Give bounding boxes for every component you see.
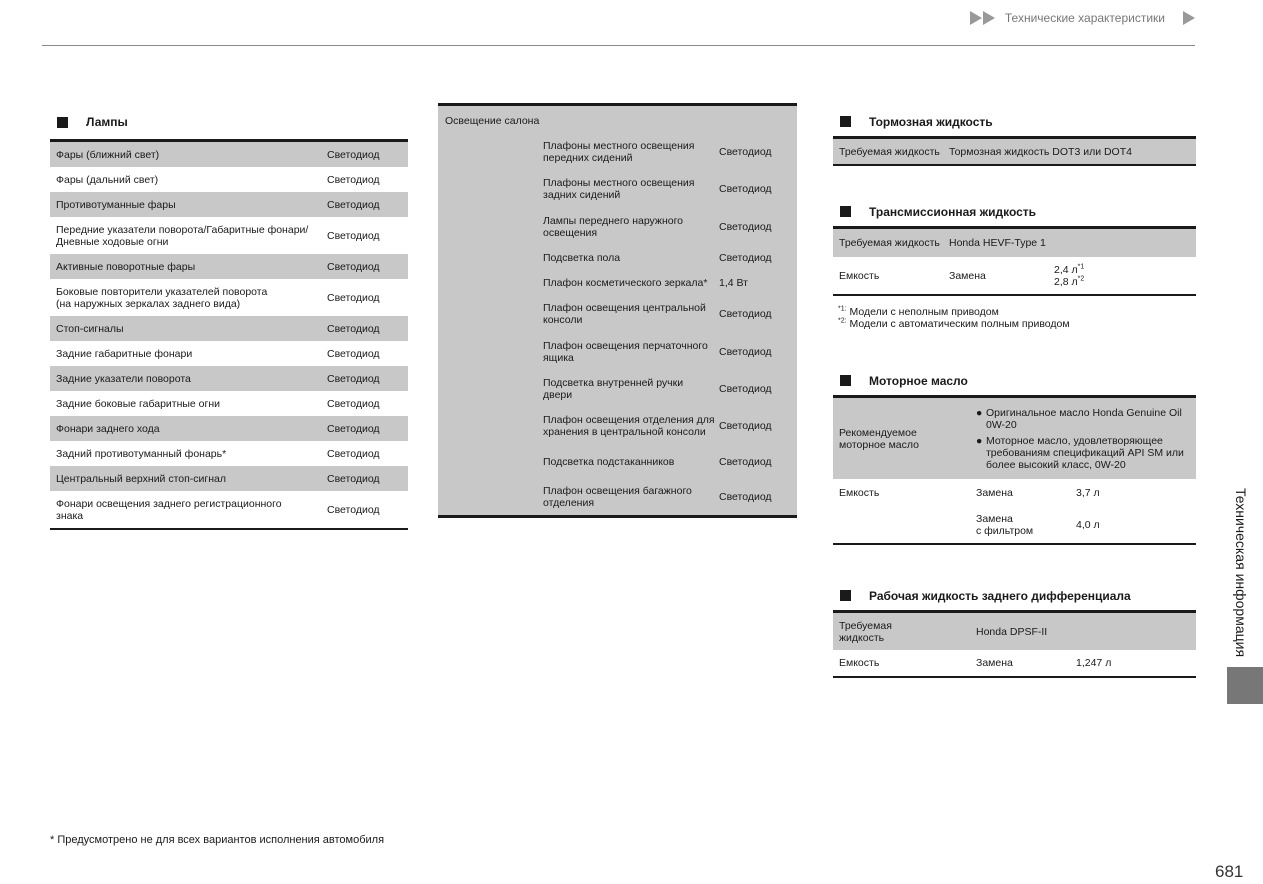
bullet-square-icon (840, 590, 851, 601)
lamp-type: Светодиод (325, 316, 408, 341)
double-forward-arrow-icon (970, 11, 995, 25)
header-divider (42, 45, 1195, 46)
lamp-type: Светодиод (325, 254, 408, 279)
interior-row (536, 445, 791, 478)
engine-oil-recommendations (970, 398, 1196, 479)
rear-differential-section (833, 588, 1196, 678)
page-number: 681 (1215, 862, 1244, 881)
transmission-capacity-values (1048, 257, 1196, 294)
interior-light-name: Плафоны местного освещения задних сидений (543, 177, 695, 201)
interior-row (536, 407, 791, 445)
engine-oil-section (833, 373, 1196, 545)
interior-light-name: Плафон освещения перчаточного ящика (543, 339, 708, 364)
lamp-name: Активные поворотные фары (50, 254, 325, 279)
lamp-type: Светодиод (325, 279, 408, 316)
interior-light-name: Подсветка внутренней ручки двери (543, 376, 684, 401)
lamp-row (50, 391, 408, 416)
rear-differential-fluid-value: Honda DPSF-II (970, 613, 1196, 650)
interior-light-type: Светодиод (719, 308, 772, 320)
note-mark-1: *1: (838, 305, 847, 313)
interior-row (536, 133, 791, 170)
lamp-type: Светодиод (325, 142, 408, 167)
lamp-row (50, 341, 408, 366)
interior-row (536, 270, 791, 295)
lamp-type: Светодиод (325, 391, 408, 416)
interior-light-type: Светодиод (719, 251, 772, 264)
lamp-type: Светодиод (325, 491, 408, 528)
interior-light-name: Плафон освещения багажного отделения (543, 485, 692, 509)
lamp-name: Боковые повторители указателей поворота (на наружных зеркалах заднего вида) (50, 279, 325, 316)
brake-fluid-section (833, 114, 1196, 166)
header (970, 8, 1195, 28)
lamp-type: Светодиод (325, 366, 408, 391)
lamp-name: Задний противотуманный фонарь* (50, 441, 325, 466)
side-tab-marker[interactable] (1227, 667, 1263, 704)
rear-differential-capacity-type: Замена (970, 650, 1070, 676)
rear-differential-table (833, 610, 1196, 678)
footnote-mark-1: *1 (1077, 263, 1085, 270)
interior-light-type: Светодиод (719, 345, 772, 358)
lamp-type: Светодиод (325, 341, 408, 366)
lamp-name: Задние габаритные фонари (50, 341, 325, 366)
note-1: Модели с неполным приводом (849, 306, 999, 318)
interior-light-name: Подсветка подстаканников (543, 455, 675, 468)
lamp-name: Передние указатели поворота/Габаритные фонари/ Дневные ходовые огни (50, 217, 325, 254)
lamp-row (50, 491, 408, 528)
engine-oil-table (833, 395, 1196, 545)
note-2: Модели с автоматическим полным приводом (849, 318, 1070, 330)
lamp-type: Светодиод (325, 441, 408, 466)
brake-fluid-label: Требуемая жидкость (833, 139, 947, 164)
lamp-name: Фонари освещения заднего регистрационного знака (50, 491, 325, 528)
interior-light-name: Плафон косметического зеркала* (543, 276, 708, 289)
brake-fluid-value: Тормозная жидкость DOT3 или DOT4 (947, 139, 1196, 164)
header-title: Технические характеристики (1004, 11, 1165, 25)
interior-row (536, 370, 791, 407)
rear-differential-title: Рабочая жидкость заднего дифференциала (833, 588, 1196, 603)
lamp-name: Стоп-сигналы (50, 316, 325, 341)
transmission-fluid-label: Требуемая жидкость (833, 229, 947, 257)
lamps-table (50, 139, 408, 530)
lamp-type: Светодиод (325, 466, 408, 491)
rear-differential-capacity-label: Емкость (833, 650, 970, 676)
bullet-square-icon (840, 206, 851, 217)
engine-oil-row1-type: Замена (970, 479, 1070, 507)
lamp-name: Фонари заднего хода (50, 416, 325, 441)
forward-arrow-icon (1183, 11, 1195, 25)
transmission-fluid-section (833, 204, 1196, 330)
lamp-row (50, 254, 408, 279)
interior-row (536, 170, 791, 208)
rear-differential-capacity-value: 1,247 л (1070, 650, 1196, 676)
lamp-type: Светодиод (325, 217, 408, 254)
note-mark-2: *2: (838, 317, 847, 325)
interior-light-type: Светодиод (719, 183, 772, 195)
lamp-type: Светодиод (325, 416, 408, 441)
interior-light-name: Плафоны местного освещения передних сидений (543, 139, 695, 164)
engine-oil-title: Моторное масло (833, 373, 1196, 388)
lamp-row (50, 217, 408, 254)
transmission-fluid-table (833, 226, 1196, 296)
lamp-type: Светодиод (325, 192, 408, 217)
transmission-capacity-value-2: 2,8 л (1054, 275, 1078, 288)
lamp-row (50, 366, 408, 391)
interior-light-type: Светодиод (719, 382, 772, 395)
interior-light-name: Подсветка пола (543, 251, 621, 264)
lamp-name: Фары (дальний свет) (50, 167, 325, 192)
oil-bullet-2: ● Моторное масло, удовлетворяющее требованиям спецификаций API SM или более высокий класс, 0W-20 (976, 434, 1184, 471)
engine-oil-row2-type: Замена с фильтром (970, 507, 1070, 543)
lamp-row (50, 316, 408, 341)
interior-light-type: Светодиод (719, 220, 772, 233)
transmission-capacity-label: Емкость (833, 257, 947, 294)
lamp-row (50, 192, 408, 217)
rear-differential-fluid-label: Требуемая жидкость (833, 613, 970, 650)
transmission-notes (833, 306, 1196, 330)
footnote-mark-2: *2 (1077, 275, 1085, 282)
interior-light-name: Плафон освещения отделения для хранения в центральной консоли (543, 414, 715, 438)
lamp-name: Центральный верхний стоп-сигнал (50, 466, 325, 491)
interior-light-type: Светодиод (719, 420, 772, 432)
brake-fluid-title: Тормозная жидкость (833, 114, 1196, 129)
interior-row (536, 245, 791, 270)
interior-row (536, 478, 791, 516)
interior-lighting-label: Освещение салона (445, 115, 540, 127)
interior-light-type: Светодиод (719, 491, 772, 503)
footnote: * Предусмотрено не для всех вариантов исполнения автомобиля (50, 834, 385, 846)
interior-light-name: Плафон освещения центральной консоли (543, 302, 706, 326)
lamp-row (50, 466, 408, 491)
interior-light-name: Лампы переднего наружного освещения (543, 214, 684, 239)
interior-row (536, 333, 791, 370)
lamp-name: Задние указатели поворота (50, 366, 325, 391)
lamp-name: Задние боковые габаритные огни (50, 391, 325, 416)
engine-oil-capacity-label: Емкость (833, 479, 970, 507)
lamp-row (50, 142, 408, 167)
engine-oil-recommended-label: Рекомендуемое моторное масло (833, 398, 970, 479)
interior-rows (536, 133, 791, 516)
interior-light-type: Светодиод (719, 455, 772, 468)
bullet-square-icon (840, 375, 851, 386)
bullet-square-icon (840, 116, 851, 127)
lamp-row (50, 279, 408, 316)
lamp-name: Противотуманные фары (50, 192, 325, 217)
engine-oil-row2-value: 4,0 л (1070, 507, 1196, 543)
lamp-type: Светодиод (325, 167, 408, 192)
lamp-row (50, 416, 408, 441)
lamps-section (50, 115, 408, 530)
interior-light-type: 1,4 Вт (719, 276, 748, 289)
bullet-square-icon (57, 117, 68, 128)
oil-bullet-1: ● Оригинальное масло Honda Genuine Oil 0W-20 (976, 406, 1182, 431)
interior-row (536, 208, 791, 245)
transmission-fluid-value: Honda HEVF-Type 1 (947, 229, 1196, 257)
lamp-row (50, 167, 408, 192)
lamp-name: Фары (ближний свет) (50, 142, 325, 167)
transmission-capacity-type: Замена (947, 257, 1048, 294)
engine-oil-row1-value: 3,7 л (1070, 479, 1196, 507)
brake-fluid-table (833, 136, 1196, 166)
interior-lighting-table (438, 103, 797, 518)
transmission-fluid-title: Трансмиссионная жидкость (833, 204, 1196, 219)
interior-row (536, 295, 791, 333)
lamp-row (50, 441, 408, 466)
transmission-capacity-value-1: 2,4 л (1054, 263, 1078, 276)
lamps-title: Лампы (50, 115, 408, 129)
side-tab-label: Техническая информация (1233, 488, 1249, 658)
interior-light-type: Светодиод (719, 145, 772, 158)
